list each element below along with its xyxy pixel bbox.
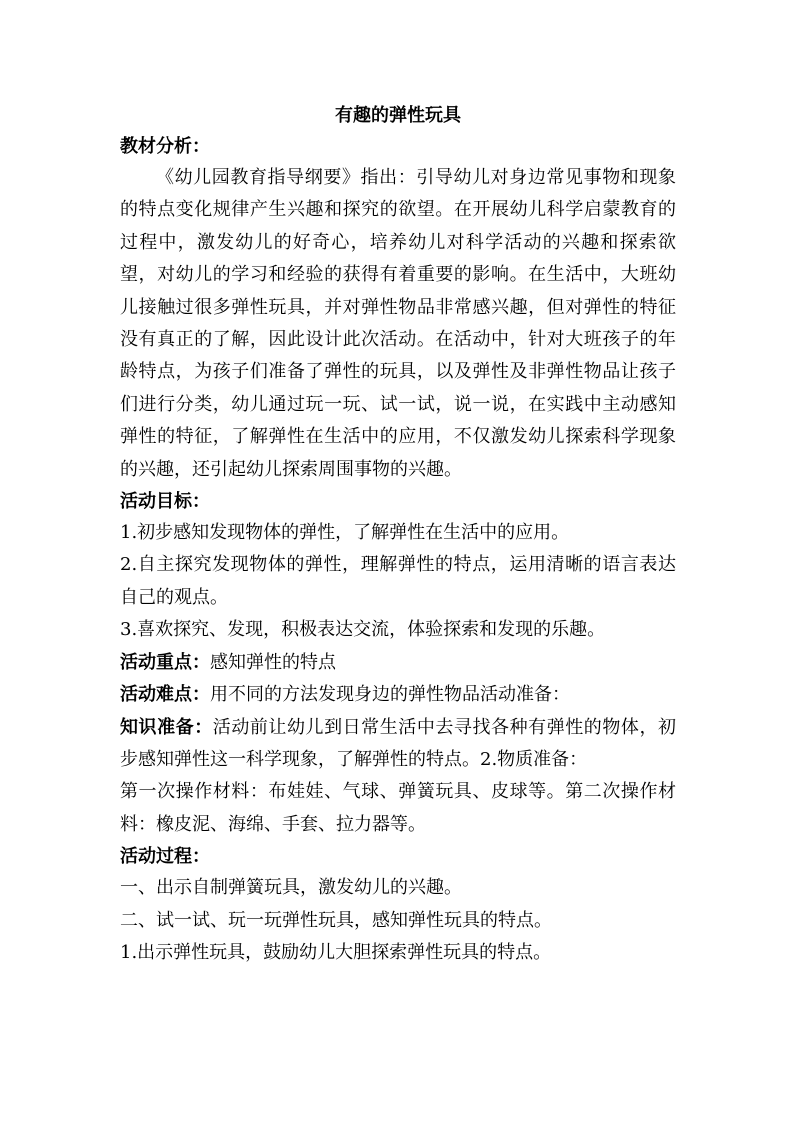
process-heading: 活动过程： — [120, 846, 210, 868]
focus-label: 活动重点： — [120, 651, 210, 673]
process-step-2: 二、试一试、玩一玩弹性玩具，感知弹性玩具的特点。 — [120, 909, 552, 931]
difficulty-text: 用不同的方法发现身边的弹性物品活动准备： — [210, 684, 570, 706]
goal-item-2: 2.自主探究发现物体的弹性，理解弹性的特点，运用清晰的语言表达自己的观点。 — [120, 554, 676, 608]
knowledge-label: 知识准备： — [120, 716, 213, 738]
goal-item-3: 3.喜欢探究、发现，积极表达交流，体验探索和发现的乐趣。 — [120, 619, 606, 641]
analysis-paragraph: 《幼儿园教育指导纲要》指出：引导幼儿对身边常见事物和现象的特点变化规律产生兴趣和探究的欲望。在开展幼儿科学启蒙教育的过程中，激发幼儿的好奇心，培养幼儿对科学活动的兴趣和探索欲望，对幼儿的学习和经验的获得有着重要的影响。在生活中，大班幼儿接触过很多弹性玩具，并对弹性物品非常感兴趣，但对弹性的特征没有真正的了解，因此设计此次活动。在活动中，针对大班孩子的年龄特点，为孩子们准备了弹性的玩具，以及弹性及非弹性物品让孩子们进行分类，幼儿通过玩一玩、试一试，说一说，在实践中主动感知弹性的特征，了解弹性在生活中的应用，不仅激发幼儿探索科学现象的兴趣，还引起幼儿探索周围事物的兴趣。 — [120, 167, 676, 480]
document-title: 有趣的弹性玩具 — [335, 105, 461, 126]
goal-item-1: 1.初步感知发现物体的弹性，了解弹性在生活中的应用。 — [120, 522, 570, 544]
materials-paragraph: 第一次操作材料：布娃娃、气球、弹簧玩具、皮球等。第二次操作材料：橡皮泥、海绵、手套、拉力器等。 — [120, 781, 676, 835]
focus-text: 感知弹性的特点 — [210, 651, 336, 673]
difficulty-label: 活动难点： — [120, 684, 210, 706]
knowledge-text: 活动前让幼儿到日常生活中去寻找各种有弹性的物体，初步感知弹性这一科学现象，了解弹性的特点。2.物质准备： — [120, 716, 677, 770]
difficulty-line — [120, 679, 676, 711]
focus-line — [120, 647, 676, 679]
process-step-1: 一、出示自制弹簧玩具，激发幼儿的兴趣。 — [120, 877, 462, 899]
goals-heading: 活动目标： — [120, 491, 210, 513]
analysis-heading: 教材分析： — [120, 136, 210, 157]
knowledge-paragraph — [120, 712, 676, 777]
process-step-2-1: 1.出示弹性玩具，鼓励幼儿大胆探索弹性玩具的特点。 — [120, 941, 552, 963]
document-body — [120, 100, 676, 969]
